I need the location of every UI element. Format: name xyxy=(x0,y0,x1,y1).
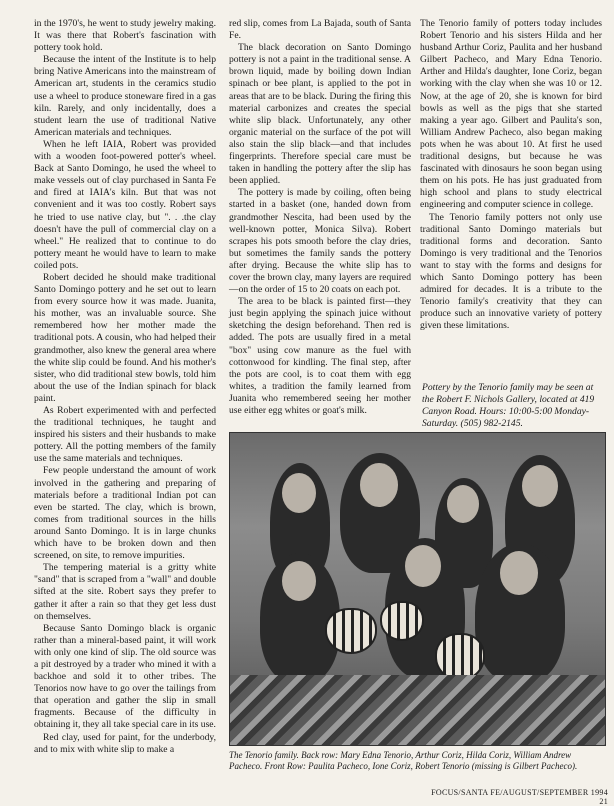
paragraph: As Robert experimented with and perfected the traditional techniques, he taught and inspired his sisters and their husbands to make pottery. All the potting members of the family use the same materials and techniques. xyxy=(34,405,216,465)
paragraph: Because Santo Domingo black is organic rather than a mineral-based paint, it will work with only one kind of slip. The old source was a pit destroyed by a trader who mined it with a backhoe and sold it to other tribes. The Tenorios now have to go over the tailings from that operation and gather the slip in small fragments. Because of the difficulty in obtaining it, they all take special care in its use. xyxy=(34,622,216,731)
paragraph: When he left IAIA, Robert was provided with a wooden foot-powered potter's wheel. Back at Santo Domingo, he used the wheel to make vessels out of clay purchased in Santa Fe and fired at IAIA's kiln. But that was not convenient and it was too costly. Robert says he tried to use native clay, but ". . .the clay doesn't have the pull of commercial clay on a wheel." He realized that to continue to do pottery meant he would have to learn to make coiled pots. xyxy=(34,138,216,271)
photo-caption: The Tenorio family. Back row: Mary Edna Tenorio, Arthur Coriz, Hilda Coriz, William Andrew Pacheco. Front Row: Paulita Pacheco, Ione Coriz, Robert Tenorio (missing is Gilbert Pacheco). xyxy=(229,750,578,771)
family-photo xyxy=(229,432,606,746)
paragraph: Robert decided he should make traditional Santo Domingo pottery and he set out to learn from every source how it was made. Juanita, his mother, was an invaluable source. She remembered how her mother made the traditional pots. A cousin, who had helped their grandmother, also knew the general area where the white slip could be found. And his mother's sister, who did traditional stew bowls, told him about the use of the Indian spinach for black paint. xyxy=(34,271,216,404)
paragraph: The black decoration on Santo Domingo pottery is not a paint in the traditional sense. A brown liquid, made by boiling down Indian spinach or bee plant, is applied to the pot in areas that are to be black. During the firing this material carbonizes and creates the special white slip black. Unfortunately, any other organic material on the surface of the pot will also stain the slip black—and that includes fingerprints. Therefore special care must be taken in handling the pottery after the slip has been applied. xyxy=(229,42,411,187)
paragraph: The Tenorio family of potters today includes Robert Tenorio and his sisters Hilda and her husband Arthur Coriz, Paulita and her husband Gilbert Pacheco, and Mary Edna Tenorio. Arther and Hilda's daughter, Ione Coriz, began working with the clay when she was 10 or 12. Now, at the age of 20, she is known for bird bowls as well as the pigs that she started making a year ago. Gilbert and Paulita's son, William Andrew Pacheco, also began making pots when he was about 10. At first he used traditional designs, but because he was fascinated with dinosaurs he soon began using them on his pots. He has just graduated from high school and plans to study electrical engineering and computer science in college. xyxy=(420,18,602,211)
article-column-1 xyxy=(34,18,216,780)
paragraph: Few people understand the amount of work involved in the gathering and preparing of materials before a traditional Indian pot can even be started. The clay, which is brown, comes from traditional sources in the hills around Santo Domingo. It is in large chunks which have to be broken down and then screened, on site, to remove impurities. xyxy=(34,465,216,562)
paragraph: Red clay, used for paint, for the underbody, and to mix with white slip to make a xyxy=(34,731,216,755)
paragraph: The pottery is made by coiling, often being started in a basket (one, handed down from grandmother Nescita, had been used by the well-known potter, Monica Silva). Robert scrapes his pots smooth before the clay dries, but sometimes the family sands the pottery after drying. Because the white slip has to cover the brown clay, many layers are required—on the order of 15 to 20 coats on each pot. xyxy=(229,187,411,296)
paragraph: red slip, comes from La Bajada, south of Santa Fe. xyxy=(229,18,411,42)
paragraph: in the 1970's, he went to study jewelry making. It was there that Robert's fascination with pottery took hold. xyxy=(34,18,216,54)
paragraph: The Tenorio family potters not only use traditional Santo Domingo materials but traditional forms and decoration. Santo Domingo is very traditional and the Tenorios want to stay with the forms and designs for which Santo Domingo pottery has been admired for decades. It is a tribute to the Tenorio family's creativity that they can produce such an innovative variety of pottery given these limitations. xyxy=(420,211,602,332)
article-column-3 xyxy=(420,18,602,332)
paragraph: The area to be black is painted first—they just begin applying the spinach juice without sketching the design beforehand. Then red is added. The pots are usually fired in a metal "box" using cow manure as the fuel with cottonwood for kindling. The final step, after the pots are cool, is to coat them with egg whites, a tradition the family learned from Juanita who remembered seeing her mother use either egg whites or goat's milk. xyxy=(229,296,411,416)
article-column-2 xyxy=(229,18,411,428)
page-footer: FOCUS/SANTA FE/AUGUST/SEPTEMBER 1994 21 xyxy=(431,788,608,806)
paragraph: The tempering material is a gritty white "sand" that is scraped from a "wall" and double sifted at the site. Robert says they prefer to gather it after a rain so that they get less dust on themselves. xyxy=(34,562,216,622)
paragraph: Because the intent of the Institute is to help bring Native Americans into the mainstream of American art, students in the ceramics studio use a wheel to produce stoneware fired in a gas kiln. Rarely, and only incidentally, does a student learn the use of traditional Native American materials and techniques. xyxy=(34,54,216,138)
gallery-credit: Pottery by the Tenorio family may be seen at the Robert F. Nichols Gallery, located at 419 Canyon Road. Hours: 10:00-5:00 Monday-Saturday. (505) 982-2145. xyxy=(422,382,595,430)
